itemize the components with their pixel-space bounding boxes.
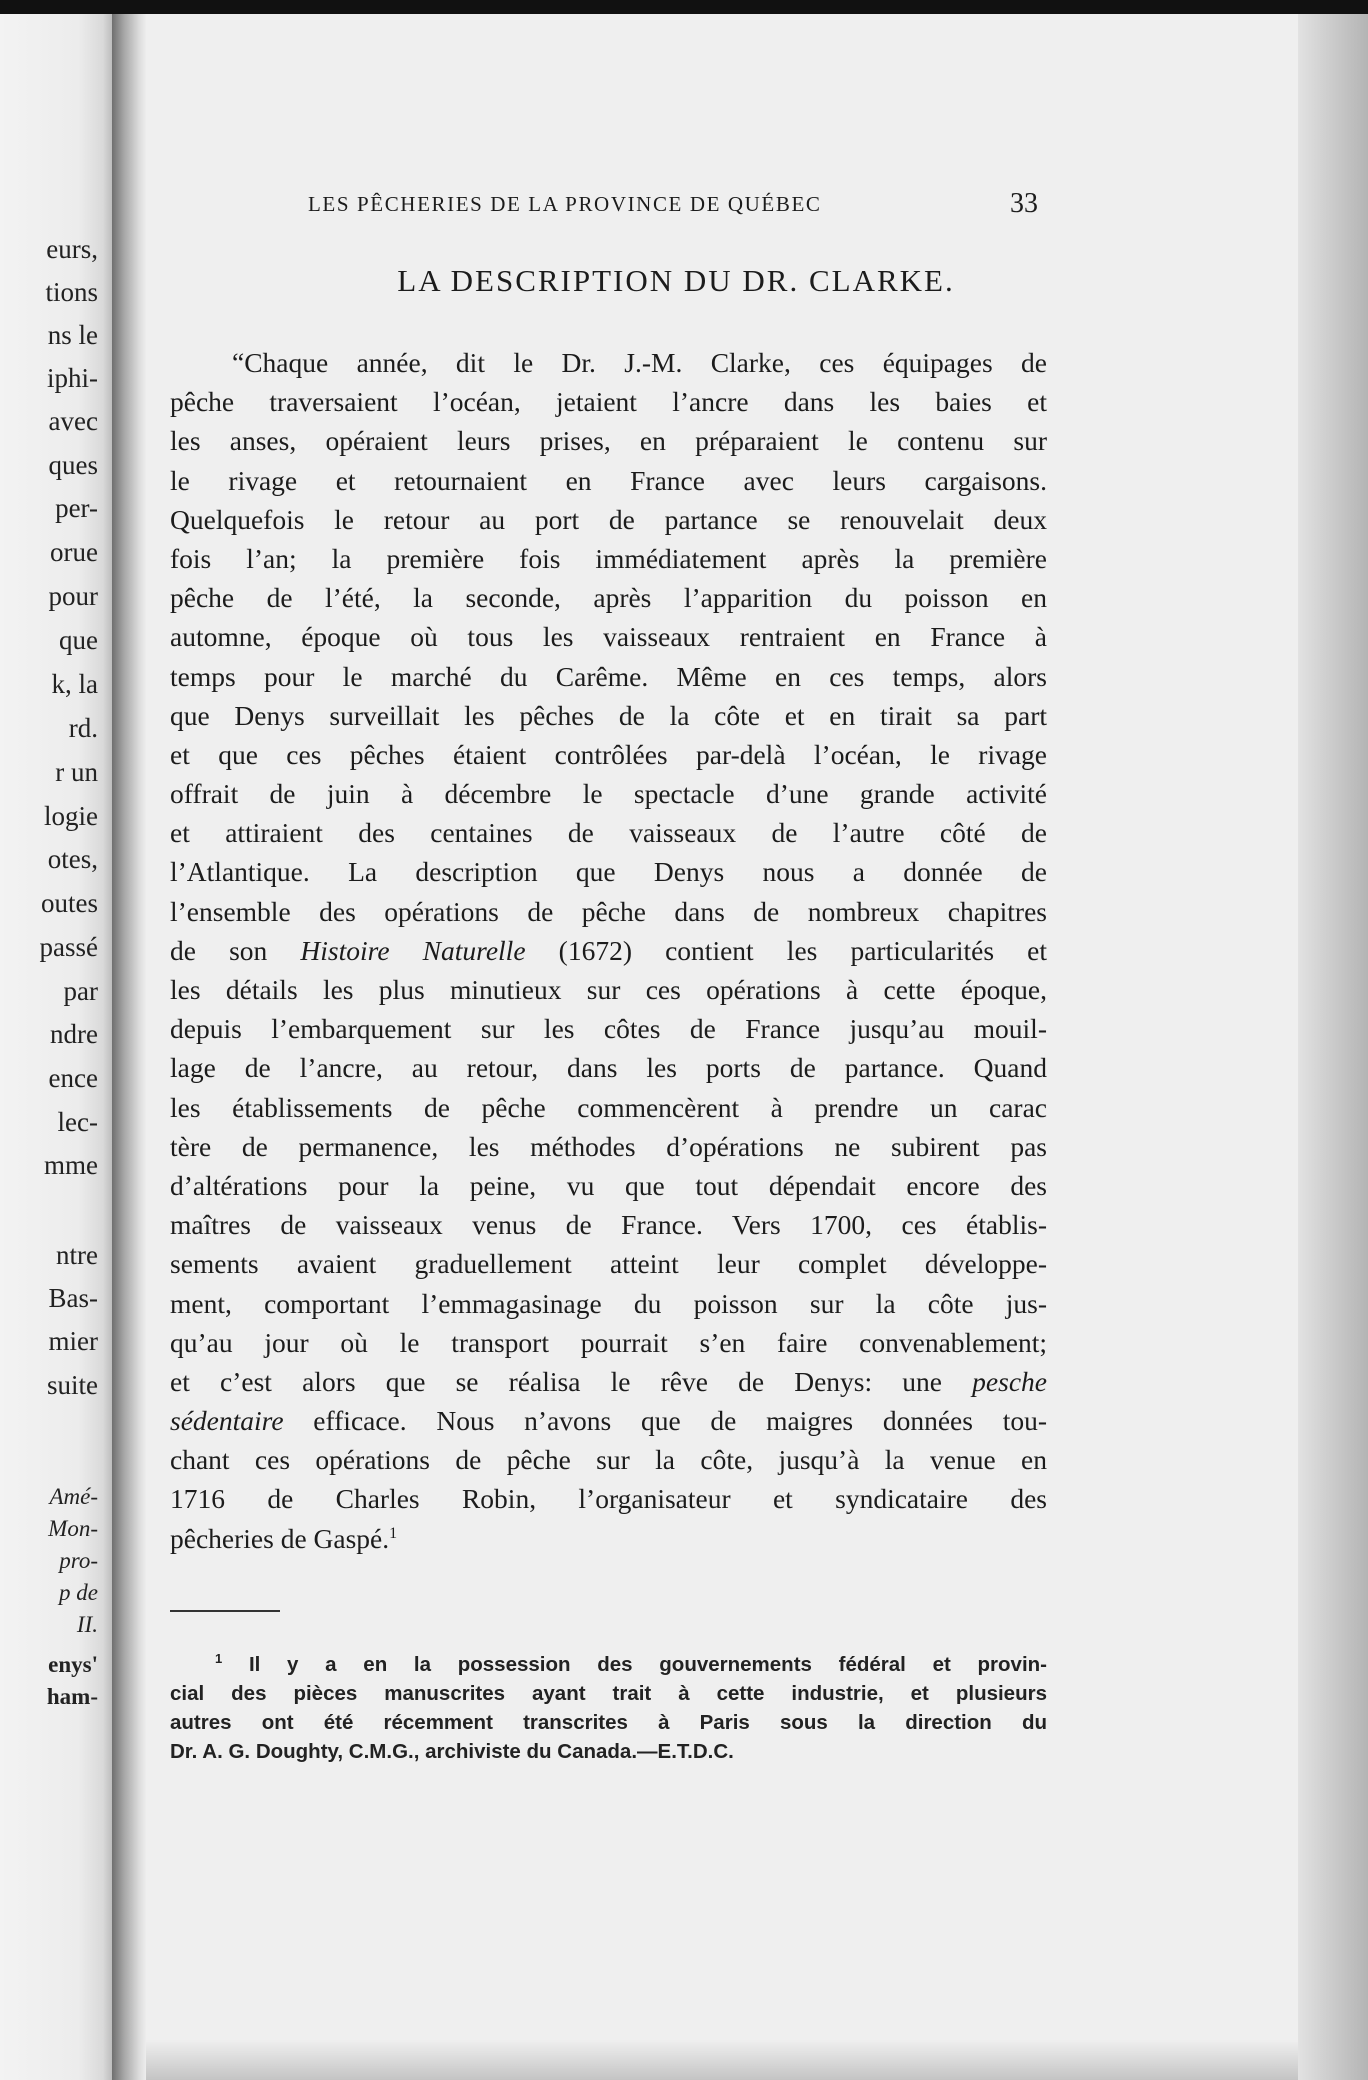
footnote-line: Dr. A. G. Doughty, C.M.G., archiviste du Canada.—E.T.D.C.: [170, 1740, 734, 1763]
body-line: l’ensemble des opérations de pêche dans de nombreux chapitres: [170, 895, 1047, 927]
left-page-fragment: orue: [50, 537, 98, 567]
left-page-fragment: mier: [48, 1326, 98, 1356]
body-line: offrait de juin à décembre le spectacle d’une grande activité: [170, 778, 1047, 810]
left-page-fragment: passé: [39, 932, 98, 962]
left-page-fragment: rd.: [68, 713, 98, 743]
body-line: et c’est alors que se réalisa le rêve de Denys: une pesche: [170, 1365, 1047, 1397]
footnote-marker: 1: [215, 1651, 223, 1667]
left-page-fragment: ham-: [46, 1684, 98, 1709]
body-line: et attiraient des centaines de vaisseaux de l’autre côté de: [170, 817, 1047, 849]
left-page-fragment: outes: [41, 888, 98, 918]
left-page-fragment: ques: [48, 450, 98, 480]
body-line: chant ces opérations de pêche sur la côte, jusqu’à la venue en: [170, 1444, 1047, 1476]
left-page-fragment: r un: [55, 757, 98, 787]
left-page-fragment: que: [59, 625, 98, 655]
body-line: Quelquefois le retour au port de partance se renouvelait deux: [170, 503, 1047, 535]
body-line: ment, comportant l’emmagasinage du poisson sur la côte jus-: [170, 1287, 1047, 1319]
body-line: sements avaient graduellement atteint leur complet développe-: [170, 1248, 1047, 1280]
left-page-fragment: suite: [47, 1370, 98, 1400]
body-line: “Chaque année, dit le Dr. J.-M. Clarke, ces équipages de: [232, 347, 1047, 378]
left-page-fragment: pour: [48, 581, 98, 611]
footnote: [170, 1650, 1047, 1766]
left-page-fragment: eurs,: [46, 234, 98, 264]
body-line: tère de permanence, les méthodes d’opérations ne subirent pas: [170, 1130, 1047, 1162]
left-page-fragment: II.: [76, 1612, 98, 1637]
body-line: d’altérations pour la peine, vu que tout dépendait encore des: [170, 1169, 1047, 1201]
left-page-fragment: iphi-: [47, 363, 98, 393]
footnote-reference: 1: [389, 1524, 398, 1542]
page-number: 33: [1010, 188, 1038, 219]
left-page-fragment: p de: [59, 1580, 98, 1605]
left-page-fragment: par: [63, 976, 98, 1006]
left-page-fragment: logie: [44, 801, 98, 831]
left-page-fragment: avec: [48, 406, 98, 436]
left-page-fragment: tions: [45, 277, 98, 307]
body-line: fois l’an; la première fois immédiatement après la première: [170, 542, 1047, 574]
body-line: pêche de l’été, la seconde, après l’apparition du poisson en: [170, 582, 1047, 614]
body-line: maîtres de vaisseaux venus de France. Vers 1700, ces établis-: [170, 1209, 1047, 1241]
footnote-separator: [170, 1610, 280, 1612]
body-line: temps pour le marché du Carême. Même en ces temps, alors: [170, 660, 1047, 692]
body-paragraph: [170, 343, 1047, 1558]
left-page-fragment: Mon-: [48, 1516, 98, 1541]
left-page-fragment: ns le: [47, 320, 98, 350]
left-page-fragment: enys': [48, 1652, 98, 1677]
body-line: et que ces pêches étaient contrôlées par-delà l’océan, le rivage: [170, 738, 1047, 770]
body-line: lage de l’ancre, au retour, dans les ports de partance. Quand: [170, 1052, 1047, 1084]
italic-title: pesche: [972, 1365, 1047, 1397]
body-line: les établissements de pêche commencèrent à prendre un carac: [170, 1091, 1047, 1123]
body-line: automne, époque où tous les vaisseaux rentraient en France à: [170, 621, 1047, 653]
left-page-fragment: Bas-: [48, 1283, 98, 1313]
italic-title: Histoire Naturelle: [300, 934, 526, 966]
left-page-fragment: lec-: [57, 1107, 98, 1137]
left-page-fragment: ndre: [50, 1019, 98, 1049]
footnote-line: cial des pièces manuscrites ayant trait à cette industrie, et plusieurs: [170, 1682, 1047, 1705]
left-page-fragment: k, la: [51, 669, 98, 699]
body-line: qu’au jour où le transport pourrait s’en faire convenablement;: [170, 1326, 1047, 1358]
body-line: pêcheries de Gaspé.$^1$: [170, 1522, 398, 1554]
body-line: les anses, opéraient leurs prises, en préparaient le contenu sur: [170, 425, 1047, 457]
body-line: les détails les plus minutieux sur ces opérations à cette époque,: [170, 974, 1047, 1005]
left-page-fragment: per-: [55, 493, 98, 523]
footnote-line: autres ont été récemment transcrites à Paris sous la direction du: [170, 1711, 1047, 1734]
body-line: 1716 de Charles Robin, l’organisateur et syndicataire des: [170, 1483, 1047, 1515]
left-page-fragment: Amé-: [49, 1484, 98, 1509]
left-page-fragment: otes,: [47, 844, 98, 874]
body-line: de son Histoire Naturelle (1672) contient les particularités et: [170, 934, 1047, 966]
left-page-fragment: ence: [48, 1063, 98, 1093]
left-page-fragment: mme: [44, 1150, 98, 1180]
chapter-title: LA DESCRIPTION DU DR. CLARKE.: [397, 263, 955, 298]
body-line: depuis l’embarquement sur les côtes de France jusqu’au mouil-: [170, 1013, 1047, 1045]
body-line: l’Atlantique. La description que Denys nous a donnée de: [170, 856, 1047, 888]
facing-page-left: [0, 14, 112, 2080]
body-line: pêche traversaient l’océan, jetaient l’ancre dans les baies et: [170, 386, 1047, 418]
left-page-fragment: ntre: [56, 1240, 98, 1270]
left-page-fragment: pro-: [59, 1548, 98, 1573]
body-line: que Denys surveillait les pêches de la côte et en tirait sa part: [170, 699, 1047, 731]
book-gutter-shadow: [112, 14, 146, 2080]
body-line: le rivage et retournaient en France avec leurs cargaisons.: [170, 464, 1047, 496]
italic-title: sédentaire: [170, 1405, 284, 1437]
footnote-line: $^1$ Il y a en la possession des gouvernements fédéral et provin-: [215, 1651, 1047, 1676]
page-edge-right: [1298, 14, 1368, 2080]
scan-top-border: [0, 0, 1368, 14]
body-line: sédentaire efficace. Nous n’avons que de maigres données tou-: [170, 1405, 1047, 1437]
running-header-title: LES PÊCHERIES DE LA PROVINCE DE QUÉBEC: [308, 192, 822, 216]
page-bottom-shadow: [146, 2040, 1298, 2080]
